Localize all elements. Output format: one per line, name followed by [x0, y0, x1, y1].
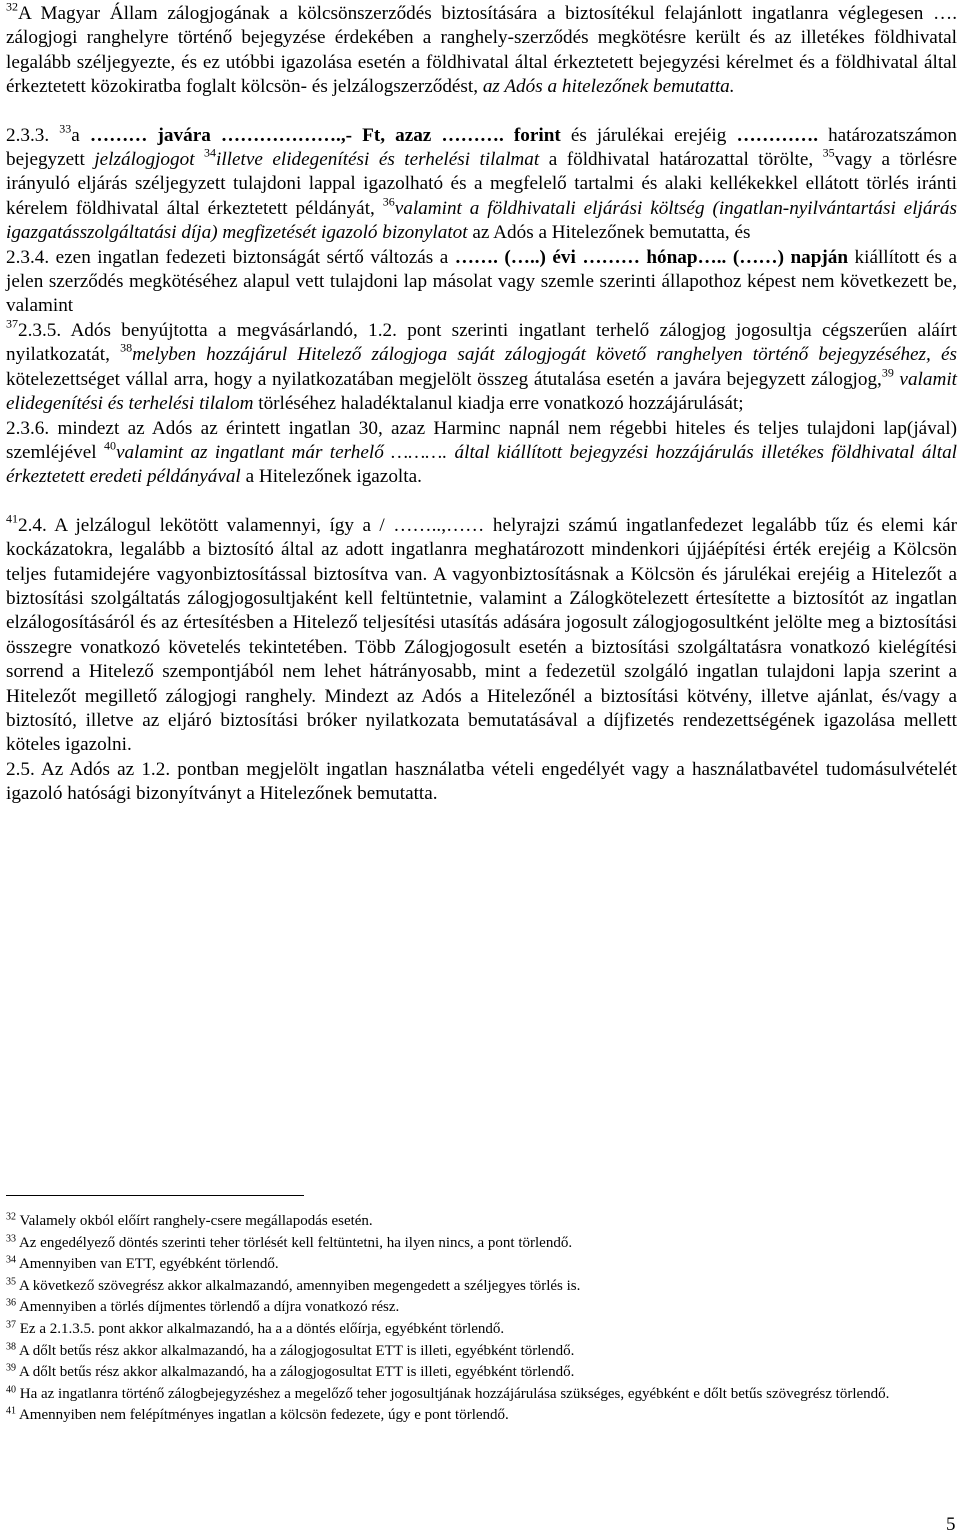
paragraph-text: kötelezettséget vállal arra, hogy a nyilatkozatában megjelölt összeg átutalása esetén a javára bejegyzett zálogjog,	[6, 368, 882, 390]
paragraph-2-3-6	[6, 417, 957, 490]
paragraph-text: az Adós a Hitelezőnek bemutatta, és	[467, 222, 751, 244]
footnote-text: Ha az ingatlanra történő zálogbejegyzéshez a megelőző teher jogosultjának hozzájárulása szükséges, egyébként e dőlt betűs szövegrész törlendő.	[19, 1385, 890, 1402]
paragraph-2-4	[6, 511, 957, 758]
paragraph-text: 2.3.5. Adós benyújtotta a megvásárlandó, 1.2. pont szerinti ingatlant terhelő zálogjog jogosultja cégszerűen aláírt nyilatkozatát,	[6, 319, 957, 366]
paragraph-text: kiállított és a jelen szerződés megkötéséhez alapul vett tulajdoni lap másolat vagy szemle szerinti állapothoz képest nem következett be, valamint	[6, 246, 957, 317]
paragraph-text: törléséhez haladéktalanul kiadja erre vonatkozó hozzájárulását;	[253, 393, 744, 415]
footnote-text: A dőlt betűs rész akkor alkalmazandó, ha a zálogjogosultat ETT is illeti, egyébként törlendő.	[18, 1342, 575, 1359]
footnote	[6, 1298, 957, 1317]
italic-text: melyben hozzájárul Hitelező zálogjoga saját zálogjogát követő ranghelyen történő bejegyzéséhez, és	[132, 344, 957, 366]
footnote-number: 39	[6, 1362, 16, 1374]
footnote-separator	[6, 1195, 304, 1196]
footnote-number: 36	[6, 1297, 16, 1309]
footnote-ref: 32	[6, 0, 18, 14]
footnote-text: Valamely okból előírt ranghely-csere megállapodás esetén.	[19, 1213, 373, 1229]
italic-text: valamint az ingatlant már terhelő ………. által kiállított bejegyzési hozzájárulás illetékes földhivatal által érkeztetett eredeti példányával	[6, 441, 958, 488]
paragraph-2-3-3	[6, 121, 957, 246]
paragraph-text: a földhivatal határozattal törölte,	[539, 149, 823, 171]
footnote-text: A dőlt betűs rész akkor alkalmazandó, ha a zálogjogosultat ETT is illeti, egyébként törlendő.	[18, 1364, 575, 1381]
footnote	[6, 1363, 957, 1382]
footnote-ref: 40	[103, 438, 116, 453]
footnote-ref: 35	[822, 145, 835, 160]
bold-text: ……. (…..) évi ……… hónap….. (……) napján	[454, 246, 849, 268]
paragraph-text: 2.3.6. mindezt az Adós az érintett ingatlan 30, azaz Harminc napnál nem régebbi hiteles és teljes tulajdoni lap(jával) szemléjével	[6, 417, 957, 463]
footnotes	[6, 1212, 957, 1428]
paragraph-text: határozatszámon bejegyzett	[6, 124, 957, 171]
paragraph-text: a	[71, 124, 90, 146]
footnote-number: 37	[6, 1319, 16, 1331]
footnote-number: 38	[6, 1341, 16, 1353]
italic-text: valamint a földhivatali eljárási költség (ingatlan-nyilvántartási eljárás igazgatásszolgáltatási díja) megfizetését igazoló bizonylatot	[6, 197, 957, 244]
footnote-number: 32	[6, 1211, 16, 1223]
footnote-text: Amennyiben nem felépítményes ingatlan a kölcsön fedezete, úgy e pont törlendő.	[18, 1407, 509, 1424]
footnote-ref: 39	[881, 365, 894, 380]
footnote-number: 41	[6, 1405, 16, 1417]
page-number: 5	[946, 1514, 956, 1535]
italic-text: illetve elidegenítési és terhelési tilalmat	[216, 149, 540, 171]
italic-text: valamit elidegenítési és terhelési tilalom	[6, 368, 957, 415]
footnote	[6, 1320, 957, 1339]
paragraph-text: és járulékai erejéig	[560, 124, 737, 146]
footnote-text: Ez a 2.1.3.5. pont akkor alkalmazandó, ha a a döntés előírja, egyébként törlendő.	[19, 1320, 505, 1337]
paragraph-text: A Magyar Állam zálogjogának a kölcsönszerződés biztosítására a biztosítékul felajánlott ingatlanra véglegesen …. zálogjogi ranghelyre történő bejegyzése érdekében a ranghely-szerződés megkötésre került és az illetékes földhivatal legalább széljegyezte, és ez utóbbi igazolása esetén a földhivatal által érkeztetett bejegyzési kérelmet és a földhivatal által érkeztetett közokiratba foglalt kölcsön- és jelzálogszerződést,	[6, 3, 957, 98]
paragraph-text: 2.5. Az Adós az 1.2. pontban megjelölt ingatlan használatba vételi engedélyét vagy a használatbavétel tudomásulvételét igazoló hatósági bizonyítványt a Hitelezőnek bemutatta.	[6, 758, 957, 805]
footnote-number: 33	[6, 1233, 16, 1245]
footnote-text: Az engedélyező döntés szerinti teher törlését kell feltüntetni, ha ilyen nincs, a pont törlendő.	[18, 1234, 573, 1251]
footnote-number: 40	[6, 1384, 16, 1396]
footnote-text: Amennyiben a törlés díjmentes törlendő a díjra vonatkozó rész.	[18, 1299, 400, 1316]
footnote	[6, 1234, 957, 1253]
body-text	[6, 2, 957, 807]
paragraph-2-3-5	[6, 316, 957, 417]
italic-text: jelzálogjogot	[94, 149, 205, 171]
footnote	[6, 1277, 957, 1296]
footnote-ref: 38	[120, 340, 133, 355]
bold-text: ……… javára ……………….,- Ft, azaz ………. forint	[89, 124, 561, 146]
paragraph-text: 2.4. A jelzálogul lekötött valamennyi, így a / ……..,…… helyrajzi számú ingatlanfedezet legalább tűz és elemi kár kockázatokra, legalább a biztosító által az adott ingatlanra meghatározott mindenkori újjáépítési érték erejéig a Kölcsön teljes futamidejére vagyonbiztosítással biztosítva van. A vagyonbiztosításnak a Kölcsön és járulékai erejéig a Hitelezőt a biztosítási szolgáltatás zálogjogosultjaként kell feltüntetnie, valamint a Zálogkötelezett értesítette a biztosítót az ingatlan elzálogosításáról és az értesítésben a Hitelező teljesítési utasítás adására jogosult zálogjogosultként jelölte meg a biztosítási összegre vonatkozó követelés tekintetében. Több Zálogjogosult esetén a biztosítási szolgáltatásra vonatkozó kielégítési sorrend a Hitelező szempontjából nem lehet hátrányosabb, mint a fedezetül szolgáló ingatlan tulajdoni lapja szerint a Hitelezőt megillető zálogjogi ranghely. Mindezt az Adós a Hitelezőnél a biztosítási kötvény, illetve ajánlat, és/vagy a biztosító, illetve az eljáró biztosítási bróker nyilatkozata bemutatásával a díjfizetés rendezettségének igazolása mellett köteles igazolni.	[6, 514, 957, 756]
footnote-number: 34	[6, 1254, 16, 1266]
bold-text: ………….	[736, 124, 818, 146]
italic-text: az Adós a hitelezőnek bemutatta.	[482, 76, 735, 98]
paragraph-text: a Hitelezőnek igazolta.	[240, 466, 422, 488]
footnote-ref: 33	[59, 121, 72, 136]
paragraph-number: 2.3.3.	[6, 124, 60, 146]
paragraph-2-5	[6, 758, 957, 807]
paragraph-text: vagy a törlésre irányuló eljárás széljegyzett tulajdoni lappal igazolható és a megfelelő tartalmi és alaki kellékekkel ellátott törlés iránti kérelem földhivatal által érkeztetett példányát,	[6, 149, 957, 219]
footnote-text: A következő szövegrész akkor alkalmazandó, amennyiben megengedett a széljegyes törlés is.	[18, 1277, 581, 1294]
paragraph-2-3-4	[6, 246, 957, 319]
footnote	[6, 1255, 957, 1274]
paragraph-text: 2.3.4. ezen ingatlan fedezeti biztonságát sértő változás a	[6, 246, 455, 268]
footnote	[6, 1406, 957, 1425]
footnote-ref: 34	[204, 145, 217, 160]
footnote-ref: 41	[6, 511, 18, 526]
footnote	[6, 1385, 957, 1404]
footnote-number: 35	[6, 1276, 16, 1288]
footnote-ref: 36	[382, 194, 395, 209]
paragraph-2-3-2	[6, 2, 957, 100]
footnote	[6, 1342, 957, 1361]
footnote-ref: 37	[6, 316, 18, 331]
footnote-text: Amennyiben van ETT, egyébként törlendő.	[18, 1256, 279, 1273]
footnote	[6, 1212, 957, 1231]
